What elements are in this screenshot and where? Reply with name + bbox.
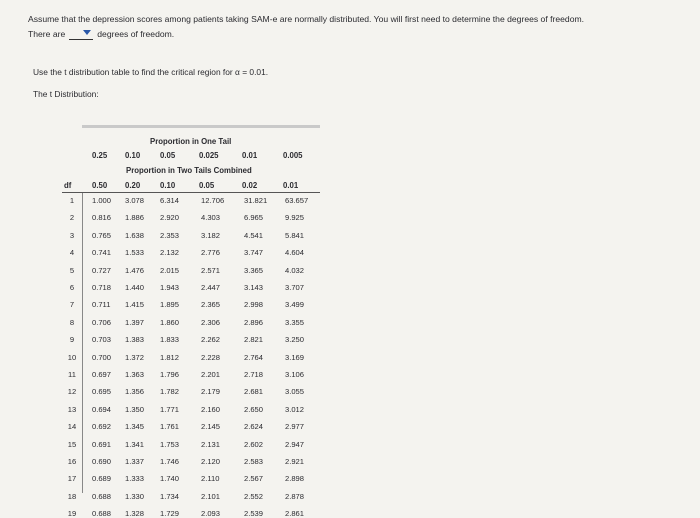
table-cell: 1.729 bbox=[160, 509, 180, 518]
table-cell: 2.861 bbox=[285, 509, 305, 518]
table-cell: 0.711 bbox=[92, 300, 111, 310]
table-cell: 1.533 bbox=[125, 248, 145, 258]
df-value: 13 bbox=[67, 404, 77, 414]
df-value: 9 bbox=[69, 335, 75, 345]
table-cell: 2.552 bbox=[244, 491, 264, 501]
table-cell: 2.306 bbox=[201, 317, 221, 327]
table-cell: 2.977 bbox=[285, 422, 305, 432]
one-tail-header: 0.025 bbox=[199, 151, 219, 160]
table-cell: 1.356 bbox=[125, 387, 145, 397]
table-cell: 1.638 bbox=[125, 230, 145, 240]
table-cell: 1.341 bbox=[125, 439, 145, 449]
table-cell: 2.228 bbox=[201, 352, 221, 362]
table-cell: 2.447 bbox=[201, 283, 221, 292]
table-cell: 31.821 bbox=[244, 196, 268, 205]
table-cell: 1.740 bbox=[160, 474, 180, 484]
df-value: 2 bbox=[69, 213, 75, 223]
table-cell: 2.947 bbox=[285, 439, 305, 449]
table-cell: 3.055 bbox=[285, 387, 305, 397]
table-cell: 2.015 bbox=[160, 265, 180, 275]
table-cell: 3.182 bbox=[201, 230, 221, 240]
table-cell: 0.689 bbox=[92, 474, 112, 484]
table-cell: 1.943 bbox=[160, 283, 180, 292]
table-cell: 1.771 bbox=[160, 404, 180, 414]
two-tail-header: 0.10 bbox=[160, 181, 176, 190]
table-cell: 1.476 bbox=[125, 265, 145, 275]
table-cell: 0.690 bbox=[92, 457, 112, 466]
table-cell: 2.093 bbox=[201, 509, 221, 518]
table-cell: 1.415 bbox=[125, 300, 145, 310]
df-value: 11 bbox=[68, 370, 76, 379]
table-cell: 1.383 bbox=[125, 335, 145, 345]
t-distribution-table bbox=[62, 125, 320, 518]
table-cell: 3.747 bbox=[244, 248, 264, 258]
table-cell: 0.694 bbox=[92, 404, 112, 414]
one-tail-header: 0.05 bbox=[160, 151, 176, 160]
table-cell: 2.878 bbox=[285, 491, 305, 501]
table-cell: 2.101 bbox=[201, 491, 221, 501]
table-cell: 2.650 bbox=[244, 404, 264, 414]
table-cell: 2.998 bbox=[244, 300, 264, 310]
table-cell: 2.539 bbox=[244, 509, 264, 518]
table-cell: 63.657 bbox=[285, 196, 309, 205]
one-tail-header: 0.005 bbox=[283, 151, 303, 160]
table-cell: 1.363 bbox=[125, 370, 145, 379]
table-label: The t Distribution: bbox=[33, 89, 99, 99]
df-value: 15 bbox=[67, 439, 77, 449]
df-value: 4 bbox=[69, 248, 75, 258]
table-cell: 6.965 bbox=[244, 213, 264, 223]
df-value: 17 bbox=[67, 474, 77, 484]
table-cell: 2.365 bbox=[201, 300, 221, 310]
df-value: 18 bbox=[67, 491, 77, 501]
table-cell: 1.440 bbox=[125, 283, 145, 292]
df-value: 5 bbox=[69, 265, 75, 275]
table-cell: 4.032 bbox=[285, 265, 305, 275]
table-cell: 2.602 bbox=[244, 439, 264, 449]
table-cell: 2.624 bbox=[244, 422, 264, 432]
table-cell: 1.330 bbox=[125, 491, 145, 501]
table-cell: 2.179 bbox=[201, 387, 221, 397]
table-cell: 1.746 bbox=[160, 457, 180, 466]
df-column-rule bbox=[82, 193, 83, 493]
two-tail-header: 0.05 bbox=[199, 181, 215, 190]
table-cell: 1.753 bbox=[160, 439, 180, 449]
table-cell: 0.700 bbox=[92, 352, 112, 362]
table-cell: 3.106 bbox=[285, 370, 305, 379]
df-value: 3 bbox=[69, 230, 75, 240]
table-cell: 0.816 bbox=[92, 213, 112, 223]
table-cell: 4.541 bbox=[244, 230, 264, 240]
table-cell: 1.345 bbox=[125, 422, 145, 432]
table-cell: 0.691 bbox=[92, 439, 112, 449]
table-cell: 0.688 bbox=[92, 491, 112, 501]
table-cell: 1.372 bbox=[125, 352, 145, 362]
table-cell: 0.695 bbox=[92, 387, 112, 397]
table-cell: 2.764 bbox=[244, 352, 264, 362]
table-cell: 6.314 bbox=[160, 196, 180, 205]
table-cell: 2.567 bbox=[244, 474, 264, 484]
two-tail-header: 0.01 bbox=[283, 181, 299, 190]
table-cell: 1.000 bbox=[92, 196, 112, 205]
table-cell: 2.201 bbox=[201, 370, 221, 379]
table-cell: 1.734 bbox=[160, 491, 180, 501]
table-cell: 3.143 bbox=[244, 283, 264, 292]
table-cell: 1.895 bbox=[160, 300, 180, 310]
table-cell: 0.703 bbox=[92, 335, 112, 345]
table-cell: 0.765 bbox=[92, 230, 112, 240]
table-cell: 1.333 bbox=[125, 474, 145, 484]
table-cell: 12.706 bbox=[201, 196, 225, 205]
table-cell: 2.896 bbox=[244, 317, 264, 327]
chevron-down-icon bbox=[83, 30, 91, 35]
df-question-suffix: degrees of freedom. bbox=[97, 29, 175, 39]
df-value: 10 bbox=[67, 352, 77, 362]
table-cell: 0.727 bbox=[92, 265, 112, 275]
df-value: 14 bbox=[67, 422, 77, 432]
table-cell: 3.707 bbox=[285, 283, 305, 292]
table-cell: 3.078 bbox=[125, 196, 145, 205]
df-value: 8 bbox=[69, 317, 75, 327]
table-cell: 0.741 bbox=[92, 248, 112, 258]
table-cell: 2.120 bbox=[201, 457, 221, 466]
table-cell: 5.841 bbox=[285, 230, 305, 240]
two-tail-title: Proportion in Two Tails Combined bbox=[126, 166, 252, 175]
table-cell: 1.782 bbox=[160, 387, 180, 397]
df-dropdown[interactable] bbox=[69, 28, 93, 40]
table-cell: 9.925 bbox=[285, 213, 305, 223]
table-cell: 0.697 bbox=[92, 370, 112, 379]
table-cell: 1.812 bbox=[160, 352, 180, 362]
table-cell: 0.688 bbox=[92, 509, 112, 518]
table-cell: 1.397 bbox=[125, 317, 145, 327]
table-cell: 1.350 bbox=[125, 404, 145, 414]
table-cell: 2.718 bbox=[244, 370, 264, 379]
table-cell: 0.718 bbox=[92, 283, 112, 292]
table-cell: 1.796 bbox=[160, 370, 180, 379]
table-cell: 2.898 bbox=[285, 474, 305, 484]
table-cell: 1.860 bbox=[160, 317, 180, 327]
two-tail-header: 0.50 bbox=[92, 181, 108, 190]
df-header: df bbox=[64, 181, 72, 190]
table-cell: 1.328 bbox=[125, 509, 145, 518]
table-cell: 2.681 bbox=[244, 387, 264, 397]
df-value: 16 bbox=[67, 457, 77, 466]
table-cell: 2.145 bbox=[201, 422, 221, 432]
table-cell: 1.337 bbox=[125, 457, 145, 466]
table-cell: 3.250 bbox=[285, 335, 305, 345]
table-cell: 3.012 bbox=[285, 404, 305, 414]
table-cell: 0.706 bbox=[92, 317, 112, 327]
header-rule bbox=[62, 192, 320, 193]
df-value: 1 bbox=[69, 196, 75, 205]
table-cell: 2.921 bbox=[285, 457, 305, 466]
table-cell: 3.365 bbox=[244, 265, 264, 275]
one-tail-header: 0.10 bbox=[125, 151, 141, 160]
one-tail-header: 0.01 bbox=[242, 151, 258, 160]
table-cell: 3.355 bbox=[285, 317, 305, 327]
two-tail-header: 0.02 bbox=[242, 181, 258, 190]
table-cell: 1.886 bbox=[125, 213, 145, 223]
table-cell: 2.262 bbox=[201, 335, 221, 345]
table-cell: 2.583 bbox=[244, 457, 264, 466]
table-cell: 2.776 bbox=[201, 248, 221, 258]
table-cell: 3.499 bbox=[285, 300, 305, 310]
table-cell: 1.761 bbox=[160, 422, 180, 432]
critical-region-prompt: Use the t distribution table to find the critical region for α = 0.01. bbox=[33, 67, 269, 77]
df-value: 19 bbox=[67, 509, 77, 518]
df-value: 6 bbox=[69, 283, 75, 292]
table-cell: 2.571 bbox=[201, 265, 221, 275]
question-text: Assume that the depression scores among patients taking SAM-e are normally distributed. You will first need to determine the degrees of freedom. bbox=[28, 14, 585, 24]
table-cell: 4.604 bbox=[285, 248, 305, 258]
table-cell: 2.160 bbox=[201, 404, 221, 414]
df-value: 7 bbox=[69, 300, 75, 310]
two-tail-header: 0.20 bbox=[125, 181, 141, 190]
table-cell: 2.920 bbox=[160, 213, 180, 223]
table-cell: 1.833 bbox=[160, 335, 180, 345]
table-cell: 2.110 bbox=[201, 474, 220, 484]
table-cell: 2.353 bbox=[160, 230, 180, 240]
table-cell: 0.692 bbox=[92, 422, 112, 432]
table-cell: 4.303 bbox=[201, 213, 221, 223]
table-cell: 3.169 bbox=[285, 352, 305, 362]
df-question-prefix: There are bbox=[28, 29, 66, 39]
table-cell: 2.131 bbox=[201, 439, 221, 449]
one-tail-title: Proportion in One Tail bbox=[150, 137, 232, 146]
table-top-rule bbox=[82, 125, 320, 128]
table-cell: 2.132 bbox=[160, 248, 180, 258]
one-tail-header: 0.25 bbox=[92, 151, 108, 160]
table-cell: 2.821 bbox=[244, 335, 264, 345]
df-value: 12 bbox=[67, 387, 77, 397]
df-question-line bbox=[28, 28, 174, 40]
